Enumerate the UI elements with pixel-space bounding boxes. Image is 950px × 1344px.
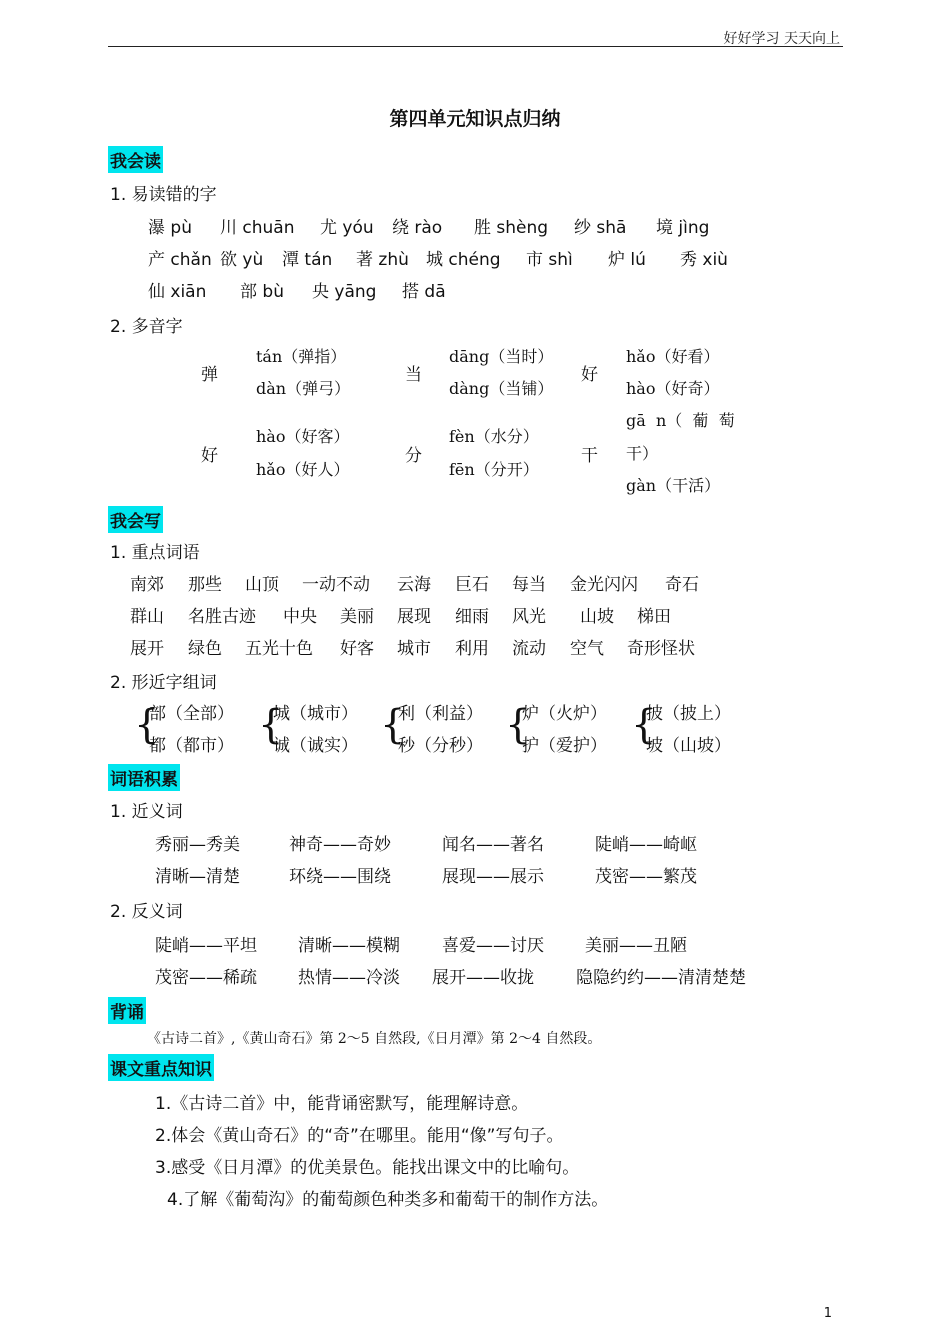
easy-char: 央 yāng	[312, 282, 377, 302]
key-word: 五光十色	[245, 639, 313, 659]
key-knowledge-item: 3.感受《日月潭》的优美景色。能找出课文中的比喻句。	[155, 1158, 580, 1178]
section-label-read: 我会读	[108, 146, 163, 173]
easy-char: 境 jìng	[656, 218, 710, 238]
header-motto: 好好学习 天天向上	[723, 31, 840, 47]
poly-reading: fèn（水分）	[449, 427, 539, 446]
antonym-pair: 陡峭——平坦	[155, 936, 257, 956]
poly-reading: hào（好客）	[256, 427, 350, 446]
similar-word: 部（全部）	[149, 704, 234, 724]
key-word: 流动	[512, 639, 546, 659]
subheading-polyphones: 2. 多音字	[110, 317, 183, 337]
key-word: 展现	[397, 607, 431, 627]
key-knowledge-item: 1.《古诗二首》中，能背诵密默写，能理解诗意。	[155, 1094, 529, 1114]
antonym-pair: 美丽——丑陋	[585, 936, 687, 956]
easy-char: 尤 yóu	[320, 218, 374, 238]
section-label-key-knowledge: 课文重点知识	[108, 1054, 214, 1081]
key-word: 金光闪闪	[570, 575, 638, 595]
key-knowledge-item: 4.了解《葡萄沟》的葡萄颜色种类多和葡萄干的制作方法。	[167, 1190, 609, 1210]
key-word: 那些	[188, 575, 222, 595]
poly-char: 好	[581, 365, 598, 385]
key-word: 山顶	[245, 575, 279, 595]
similar-word: 秒（分秒）	[398, 736, 483, 756]
key-word: 每当	[512, 575, 546, 595]
key-word: 利用	[455, 639, 489, 659]
brace-icon: {	[380, 702, 406, 748]
synonym-pair: 闻名——著名	[442, 835, 544, 855]
antonym-pair: 清晰——模糊	[298, 936, 400, 956]
brace-icon: {	[631, 702, 657, 748]
easy-char: 纱 shā	[574, 218, 627, 238]
section-label-recite: 背诵	[108, 997, 146, 1024]
subheading-antonyms: 2. 反义词	[110, 902, 183, 922]
poly-reading: gā n（ 葡 萄	[626, 411, 735, 430]
poly-reading: fēn（分开）	[449, 460, 539, 479]
similar-word: 诚（诚实）	[273, 736, 358, 756]
key-word: 梯田	[637, 607, 671, 627]
header-divider	[108, 46, 843, 47]
easy-char: 炉 lú	[608, 250, 646, 270]
key-word: 奇形怪状	[627, 639, 695, 659]
easy-char: 川 chuān	[220, 218, 295, 238]
recite-text: 《古诗二首》,《黄山奇石》第 2～5 自然段,《日月潭》第 2～4 自然段。	[147, 1031, 602, 1047]
key-word: 群山	[130, 607, 164, 627]
key-knowledge-item: 2.体会《黄山奇石》的“奇”在哪里。能用“像”写句子。	[155, 1126, 564, 1146]
easy-char: 秀 xiù	[680, 250, 728, 270]
key-word: 风光	[512, 607, 546, 627]
key-word: 巨石	[455, 575, 489, 595]
subheading-easy-chars: 1. 易读错的字	[110, 185, 217, 205]
poly-reading: 干）	[626, 444, 659, 463]
page-title: 第四单元知识点归纳	[389, 108, 561, 130]
easy-char: 搭 dā	[402, 282, 446, 302]
similar-word: 城（城市）	[273, 704, 358, 724]
antonym-pair: 热情——冷淡	[298, 968, 400, 988]
poly-reading: gàn（干活）	[626, 476, 721, 495]
page-number: 1	[823, 1306, 832, 1321]
easy-char: 胜 shèng	[474, 218, 549, 238]
poly-reading: hǎo（好人）	[256, 460, 350, 479]
section-label-vocab: 词语积累	[108, 764, 180, 791]
antonym-pair: 展开——收拢	[432, 968, 534, 988]
poly-char: 分	[405, 446, 422, 466]
key-word: 展开	[130, 639, 164, 659]
poly-reading: tán（弹指）	[256, 347, 347, 366]
synonym-pair: 茂密——繁茂	[595, 867, 697, 887]
easy-char: 著 zhù	[356, 250, 409, 270]
key-word: 城市	[397, 639, 431, 659]
antonym-pair: 喜爱——讨厌	[442, 936, 544, 956]
similar-word: 护（爱护）	[522, 736, 607, 756]
key-word: 美丽	[340, 607, 374, 627]
poly-reading: hào（好奇）	[626, 379, 720, 398]
easy-char: 部 bù	[240, 282, 284, 302]
key-word: 山坡	[580, 607, 614, 627]
poly-reading: dàng（当铺）	[449, 379, 554, 398]
subheading-similar-chars: 2. 形近字组词	[110, 673, 217, 693]
key-word: 绿色	[188, 639, 222, 659]
antonym-pair: 隐隐约约——清清楚楚	[576, 968, 746, 988]
easy-char: 市 shì	[526, 250, 573, 270]
synonym-pair: 清晰—清楚	[155, 867, 240, 887]
key-word: 云海	[397, 575, 431, 595]
easy-char: 仙 xiān	[148, 282, 207, 302]
similar-word: 坡（山坡）	[646, 736, 731, 756]
key-word: 名胜古迹	[188, 607, 256, 627]
easy-char: 瀑 pù	[148, 218, 192, 238]
poly-char: 弹	[201, 365, 218, 385]
brace-icon: {	[505, 702, 531, 748]
poly-char: 当	[405, 365, 422, 385]
similar-word: 都（都市）	[149, 736, 234, 756]
brace-icon: {	[134, 702, 160, 748]
poly-reading: dàn（弹弓）	[256, 379, 351, 398]
similar-word: 披（披上）	[646, 704, 731, 724]
key-word: 中央	[283, 607, 317, 627]
key-word: 细雨	[455, 607, 489, 627]
poly-char: 好	[201, 446, 218, 466]
poly-char: 干	[581, 446, 598, 466]
synonym-pair: 神奇——奇妙	[289, 835, 391, 855]
key-word: 好客	[340, 639, 374, 659]
poly-reading: hǎo（好看）	[626, 347, 720, 366]
key-word: 一动不动	[302, 575, 370, 595]
easy-char: 城 chéng	[426, 250, 501, 270]
key-word: 空气	[570, 639, 604, 659]
similar-word: 利（利益）	[398, 704, 483, 724]
easy-char: 潭 tán	[282, 250, 333, 270]
easy-char: 产 chǎn	[148, 250, 212, 270]
key-word: 奇石	[665, 575, 699, 595]
section-label-write: 我会写	[108, 506, 163, 533]
easy-char: 绕 rào	[392, 218, 443, 238]
key-word: 南郊	[130, 575, 164, 595]
subheading-synonyms: 1. 近义词	[110, 802, 183, 822]
similar-word: 炉（火炉）	[522, 704, 607, 724]
synonym-pair: 陡峭——崎岖	[595, 835, 697, 855]
brace-icon: {	[258, 702, 284, 748]
synonym-pair: 展现——展示	[442, 867, 544, 887]
antonym-pair: 茂密——稀疏	[155, 968, 257, 988]
subheading-key-words: 1. 重点词语	[110, 543, 200, 563]
synonym-pair: 秀丽—秀美	[155, 835, 240, 855]
easy-char: 欲 yù	[220, 250, 264, 270]
poly-reading: dāng（当时）	[449, 347, 554, 366]
synonym-pair: 环绕——围绕	[289, 867, 391, 887]
